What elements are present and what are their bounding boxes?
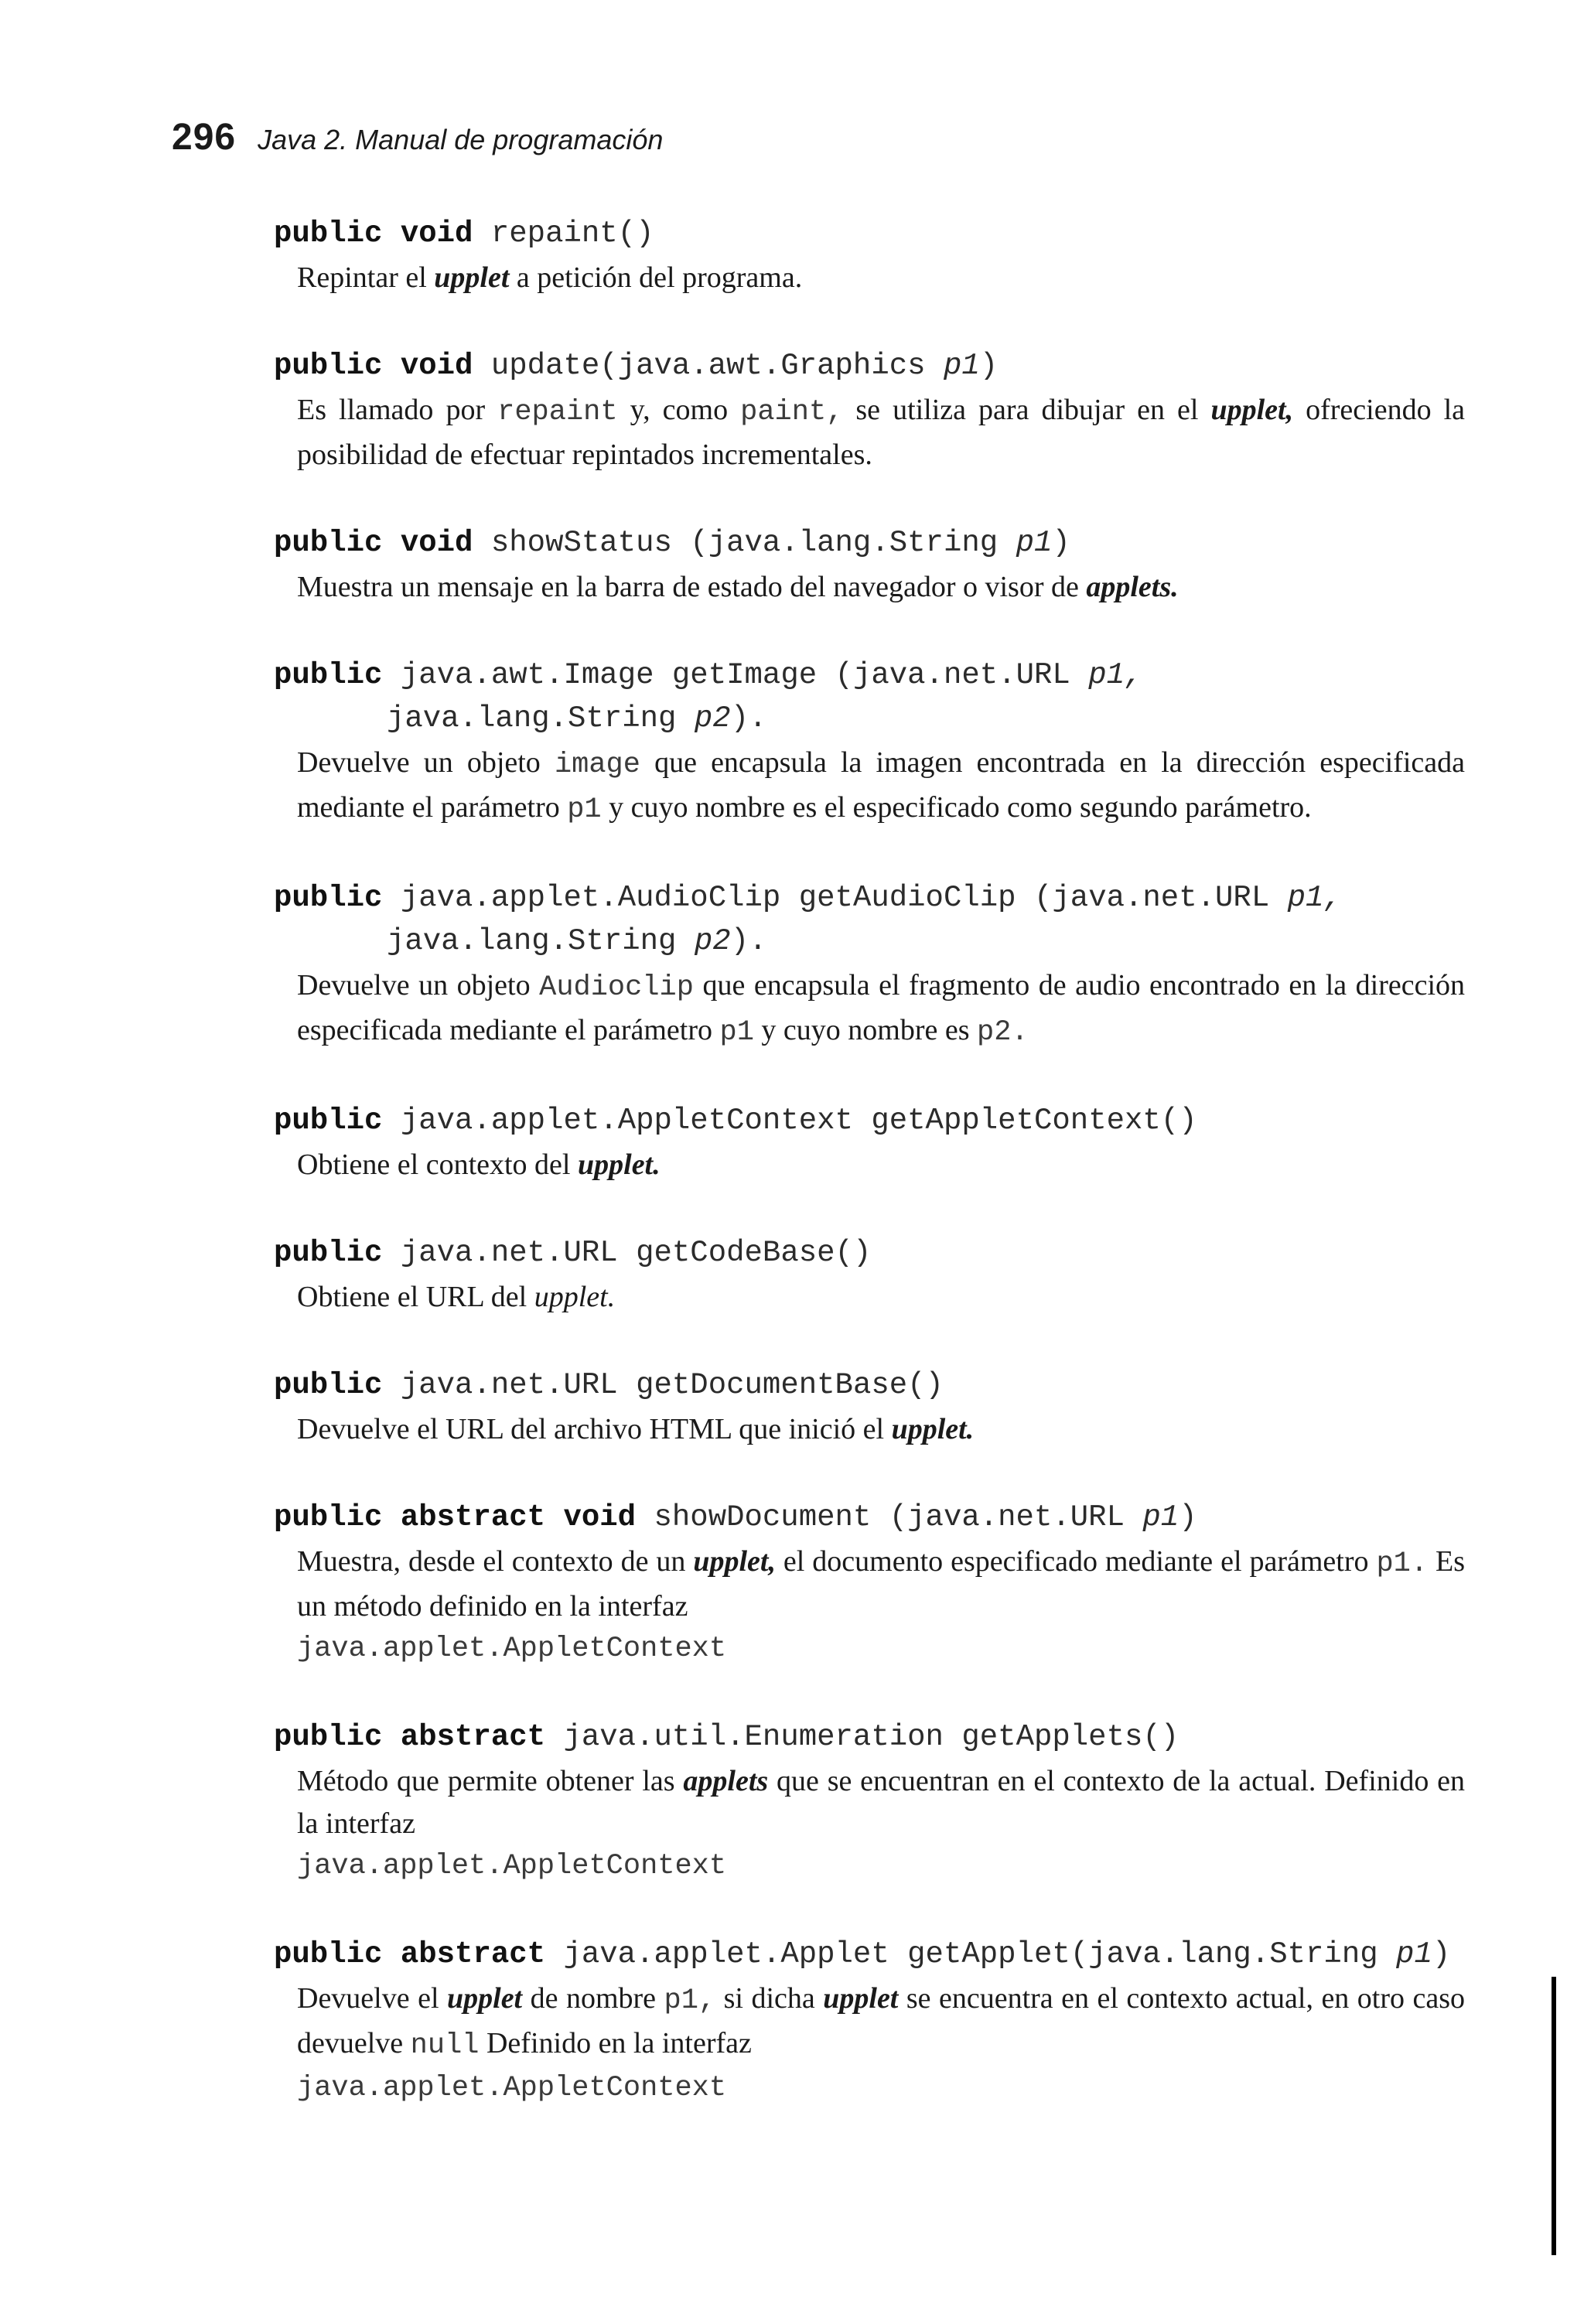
modifier-keywords: public void [274,349,473,383]
desc-code: p1, [664,1984,716,2017]
method-entry-getapplets [274,1715,1465,1888]
desc-term: applets [683,1765,769,1797]
param-name: p1, [1287,881,1342,915]
method-description [274,1144,1465,1186]
method-name: java.net.URL getDocumentBase() [400,1368,944,1402]
desc-text: ofreciendo la posibilidad de efectuar repintados incrementales. [297,394,1466,471]
method-signature [274,344,1465,387]
desc-text: Obtiene el contexto del [297,1148,571,1181]
running-header [172,116,663,159]
method-name: repaint() [490,217,654,251]
desc-term: applets. [1086,571,1179,603]
desc-code: p1 [719,1016,754,1049]
desc-text: el documento especificado mediante el parámetro [783,1545,1369,1578]
signature-end: ) [979,349,999,383]
desc-text: Definido en la interfaz [486,2027,752,2060]
margin-change-bar [1552,1977,1556,2255]
interface-name: java.applet.AppletContext [297,1850,727,1882]
method-description [274,742,1465,831]
desc-term: upplet. [578,1148,661,1181]
desc-text: Repintar el [297,261,427,294]
method-signature [274,654,1465,697]
param-name: p2 [694,701,731,735]
method-name: showStatus (java.lang.String [490,526,999,560]
method-signature [274,876,1465,920]
method-description [274,1978,1465,2110]
desc-code: p1. [1376,1548,1429,1580]
modifier-keywords: public [274,658,383,692]
desc-text: se encuentra en el contexto actual, en otro caso devuelve [297,1982,1466,2060]
modifier-keywords: public [274,1104,383,1138]
method-entry-repaint [274,212,1465,299]
method-entry-getapplet [274,1933,1465,2110]
signature-end: ) [1179,1500,1197,1534]
modifier-keywords: public abstract [274,1937,546,1971]
modifier-keywords: public void [274,217,473,251]
method-description [274,389,1465,476]
method-entry-getcodebase [274,1231,1465,1319]
method-entry-showstatus [274,521,1465,609]
signature-end: ). [730,924,767,958]
method-name: showDocument (java.net.URL [654,1500,1125,1534]
desc-text: Devuelve un objeto [297,969,531,1002]
interface-name: java.applet.AppletContext [297,2072,727,2104]
desc-text: que encapsula el fragmento de audio encontrado en la dirección especificada mediante el parámetro [297,969,1466,1046]
method-description [274,964,1465,1054]
method-signature-continuation [274,920,1465,963]
method-name: java.applet.Applet getApplet(java.lang.String [563,1937,1378,1971]
desc-code: paint, [740,396,844,428]
method-list [274,212,1465,2155]
method-name: java.awt.Image getImage (java.net.URL [400,658,1070,692]
desc-text: Método que permite obtener las [297,1765,675,1797]
desc-text: a petición del programa. [516,261,803,294]
desc-text: y cuyo nombre es el especificado como segundo parámetro. [609,791,1312,824]
modifier-keywords: public abstract void [274,1500,637,1534]
param-name: p2 [694,924,731,958]
desc-term: upplet, [1210,394,1294,426]
desc-code: p1 [567,793,602,826]
modifier-keywords: public [274,881,383,915]
method-signature [274,1496,1465,1539]
desc-term: upplet [434,261,510,294]
method-name: java.util.Enumeration getApplets() [563,1720,1179,1754]
modifier-keywords: public abstract [274,1720,546,1754]
desc-text: Muestra un mensaje en la barra de estado del navegador o visor de [297,571,1079,603]
method-signature [274,1231,1465,1275]
desc-code: p2. [977,1016,1029,1049]
desc-term: upplet. [534,1281,616,1313]
desc-text: Es un método definido en la interfaz [297,1545,1466,1623]
method-entry-getappletcontext [274,1099,1465,1186]
desc-text: se utiliza para dibujar en el [855,394,1199,426]
method-entry-getimage [274,654,1465,831]
method-name: update(java.awt.Graphics [490,349,926,383]
method-entry-getdocumentbase [274,1363,1465,1451]
method-description [274,1276,1465,1319]
method-entry-showdocument [274,1496,1465,1670]
modifier-keywords: public void [274,526,473,560]
method-entry-update [274,344,1465,476]
method-name: java.applet.AudioClip getAudioClip (java.net.URL [400,881,1270,915]
method-signature [274,212,1465,255]
interface-name: java.applet.AppletContext [297,1633,727,1665]
param-type: java.lang.String [387,701,677,735]
method-signature-continuation [274,697,1465,740]
desc-code: repaint [497,396,618,428]
desc-term: upplet. [891,1413,975,1445]
method-description [274,1408,1465,1451]
param-name: p1 [1396,1937,1432,1971]
desc-text: Devuelve el URL del archivo HTML que inició el [297,1413,885,1445]
method-signature [274,521,1465,565]
page-number: 296 [172,117,237,158]
signature-end: ) [1052,526,1070,560]
desc-term: upplet [447,1982,523,2015]
signature-end: ). [730,701,767,735]
desc-text: Devuelve un objeto [297,746,541,779]
method-description [274,566,1465,609]
modifier-keywords: public [274,1368,383,1402]
method-description [274,257,1465,299]
signature-end: ) [1432,1937,1451,1971]
param-name: p1 [1142,1500,1179,1534]
param-name: p1 [943,349,980,383]
method-description [274,1760,1465,1888]
desc-text: Devuelve el [297,1982,439,2015]
desc-text: Es llamado por [297,394,486,426]
desc-text: si dicha [723,1982,815,2015]
param-name: p1 [1016,526,1053,560]
method-signature [274,1933,1465,1976]
method-name: java.net.URL getCodeBase() [400,1236,872,1270]
desc-code: image [554,749,640,781]
desc-term: upplet [823,1982,899,2015]
desc-text: que encapsula la imagen encontrada en la dirección especificada mediante el parámetro [297,746,1466,824]
desc-code: Audioclip [539,971,694,1004]
method-description [274,1541,1465,1670]
modifier-keywords: public [274,1236,383,1270]
method-signature [274,1715,1465,1759]
desc-text: y cuyo nombre es [761,1014,970,1046]
desc-text: Obtiene el URL del [297,1281,527,1313]
desc-text: de nombre [530,1982,657,2015]
method-name: java.applet.AppletContext getAppletContext() [400,1104,1197,1138]
desc-text: que se encuentran en el contexto de la actual. Definido en la interfaz [297,1765,1466,1840]
desc-term: upplet, [693,1545,776,1578]
method-signature [274,1363,1465,1407]
method-signature [274,1099,1465,1142]
param-name: p1, [1088,658,1143,692]
param-type: java.lang.String [387,924,677,958]
desc-text: y, como [630,394,729,426]
running-title: Java 2. Manual de programación [258,124,664,155]
desc-text: Muestra, desde el contexto de un [297,1545,686,1578]
desc-code: null [410,2029,480,2062]
method-entry-getaudioclip [274,876,1465,1054]
